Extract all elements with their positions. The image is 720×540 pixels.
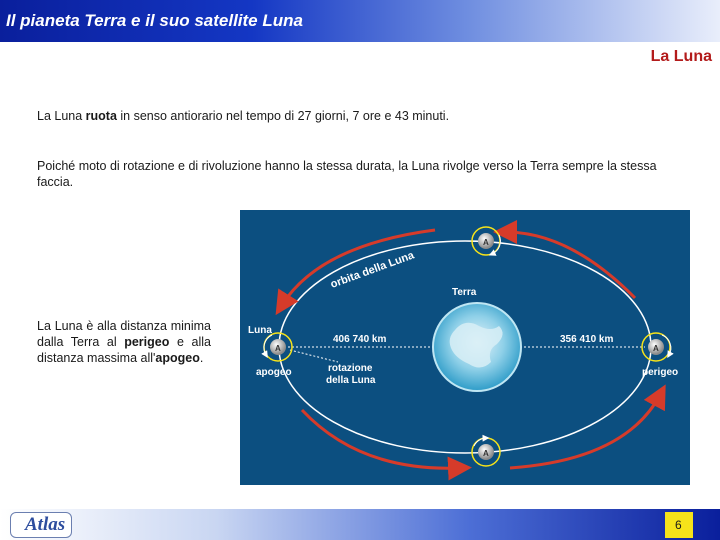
orbit-label: orbita della Luna [328, 249, 416, 291]
orbit-arrow-top [505, 232, 635, 298]
page-number-box [665, 512, 693, 538]
p3-text-b: e alla distanza massima all' [37, 335, 211, 365]
svg-text:A: A [653, 344, 659, 353]
rotation-pointer-line [290, 350, 338, 362]
p3-bold-perigeo: perigeo [124, 335, 170, 349]
footer-bar [0, 509, 720, 540]
apogee-label: apogeo [256, 367, 292, 378]
moon-label: Luna [248, 325, 272, 336]
p1-text-a: La Luna [37, 109, 86, 123]
rotation-label-line2: della Luna [326, 375, 376, 386]
orbit-arrow-bottom [302, 410, 460, 468]
header-bar [0, 0, 720, 42]
earth-label: Terra [452, 287, 477, 298]
orbit-diagram-svg [240, 210, 690, 485]
p3-text-c: . [199, 351, 204, 365]
page-number: 6 [675, 518, 682, 532]
p1-bold-ruota: ruota [85, 109, 117, 123]
slide-subtitle: La Luna [650, 48, 712, 65]
p3-text-a: La Luna è alla distanza minima dalla Terra al [37, 319, 211, 349]
p1-text-b: in senso antiorario nel tempo di 27 giorni, 7 ore e 43 minuti. [116, 109, 450, 123]
paragraph-distance [37, 318, 211, 366]
perigee-label: perigeo [642, 367, 679, 378]
paragraph-same-face: Poiché moto di rotazione e di rivoluzione hanno la stessa durata, la Luna rivolge verso la Terra sempre la stessa faccia. [37, 159, 657, 189]
rotation-label-line1: rotazione [328, 363, 373, 374]
distance-perigee-label: 356 410 km [560, 334, 614, 345]
distance-apogee-label: 406 740 km [333, 334, 387, 345]
moon-orbit-diagram [240, 210, 690, 485]
svg-text:A: A [483, 238, 489, 247]
moon-left [264, 333, 292, 361]
moon-right [642, 333, 671, 361]
p3-bold-apogeo: apogeo [155, 351, 200, 365]
atlas-logo [10, 512, 72, 538]
page-title: Il pianeta Terra e il suo satellite Luna [6, 11, 303, 30]
orbit-arrow-right [510, 395, 660, 468]
paragraph-rotation [37, 108, 677, 124]
logo-text: Atlas [25, 514, 66, 535]
svg-text:A: A [275, 344, 281, 353]
svg-text:A: A [483, 449, 489, 458]
